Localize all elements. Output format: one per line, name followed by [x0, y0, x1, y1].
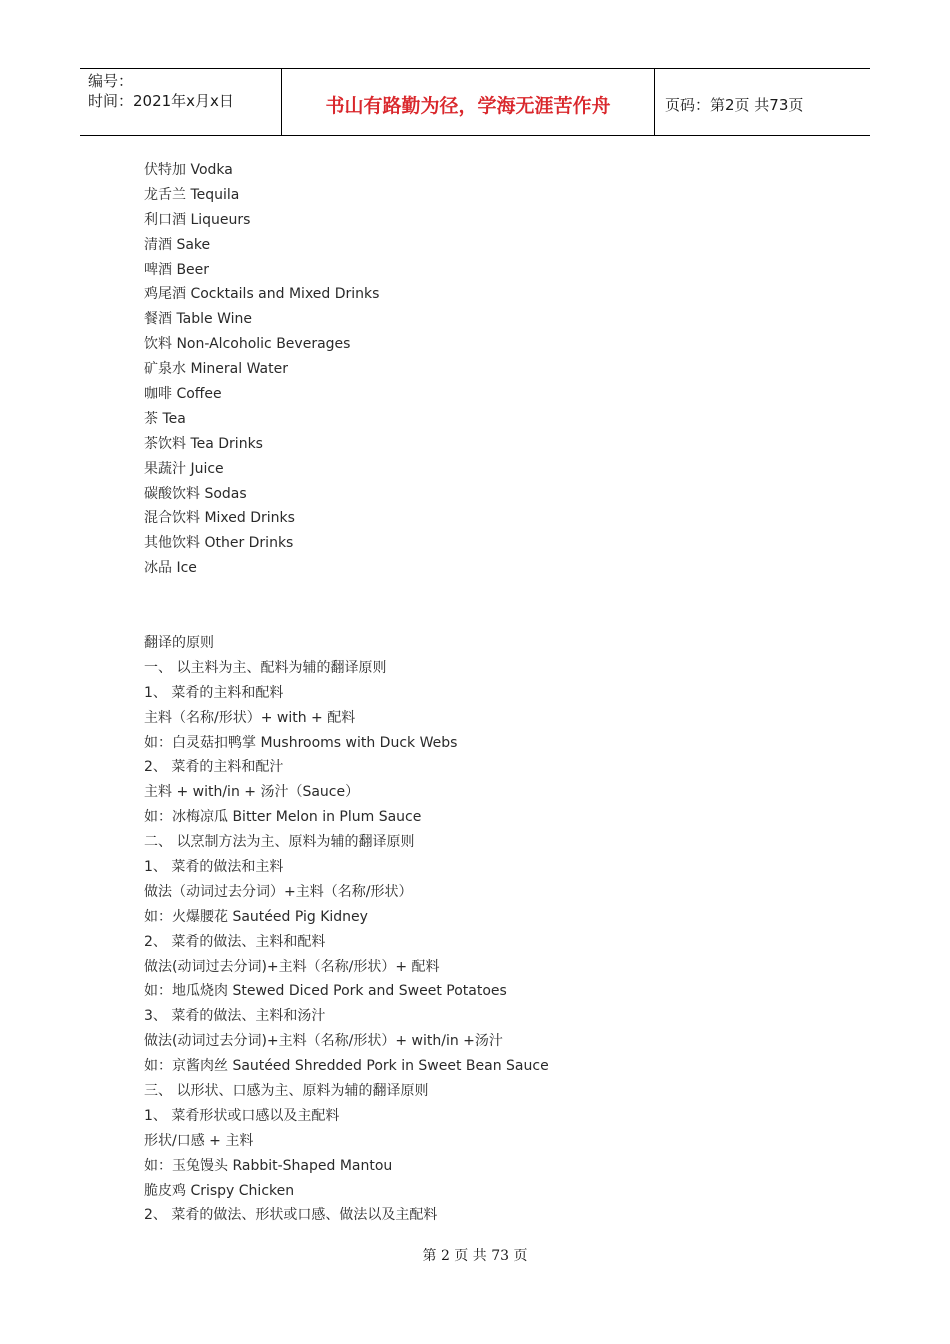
principle-line: 一、 以主料为主、配料为辅的翻译原则	[144, 659, 387, 676]
list-item: 饮料 Non-Alcoholic Beverages	[144, 336, 351, 353]
principle-line: 主料（名称/形状）+ with + 配料	[144, 709, 356, 726]
section-heading: 翻译的原则	[144, 634, 214, 651]
list-item: 利口酒 Liqueurs	[144, 211, 251, 228]
list-item: 餐酒 Table Wine	[144, 311, 253, 328]
list-item: 果蔬汁 Juice	[144, 460, 224, 477]
list-item: 矿泉水 Mineral Water	[144, 361, 288, 378]
list-item: 清酒 Sake	[144, 236, 211, 253]
principle-line: 1、 菜肴的做法和主料	[144, 858, 284, 875]
list-item: 龙舌兰 Tequila	[144, 186, 240, 203]
list-item: 茶饮料 Tea Drinks	[144, 435, 263, 452]
principle-line: 如：冰梅凉瓜 Bitter Melon in Plum Sauce	[144, 809, 422, 826]
principle-line: 1、 菜肴形状或口感以及主配料	[144, 1107, 340, 1124]
list-item: 冰品 Ice	[144, 560, 197, 577]
page-footer: 第 2 页 共 73 页	[422, 1248, 528, 1264]
principle-line: 如：京酱肉丝 Sautéed Shredded Pork in Sweet Bean Sauce	[144, 1058, 549, 1075]
list-item: 混合饮料 Mixed Drinks	[144, 510, 295, 527]
list-item: 啤酒 Beer	[144, 261, 210, 278]
principle-line: 2、 菜肴的主料和配汁	[144, 759, 284, 776]
number-label: 编号：	[88, 72, 134, 90]
list-item: 其他饮料 Other Drinks	[144, 535, 294, 552]
principle-line: 2、 菜肴的做法、主料和配料	[144, 933, 326, 950]
principle-line: 如：地瓜烧肉 Stewed Diced Pork and Sweet Potatoes	[144, 983, 507, 1000]
list-item: 鸡尾酒 Cocktails and Mixed Drinks	[144, 286, 380, 303]
time-label: 时间：2021年x月x日	[88, 92, 234, 110]
principle-line: 做法(动词过去分词)+主料（名称/形状）+ 配料	[144, 958, 440, 975]
principle-line: 3、 菜肴的做法、主料和汤汁	[144, 1008, 326, 1025]
header-left-cell	[80, 69, 282, 135]
translation-principles	[144, 631, 864, 1228]
header-middle-cell	[282, 69, 655, 135]
principle-line: 做法(动词过去分词)+主料（名称/形状）+ with/in +汤汁	[144, 1033, 503, 1050]
principle-line: 1、 菜肴的主料和配料	[144, 684, 284, 701]
section-spacer	[144, 581, 864, 631]
list-item: 碳酸饮料 Sodas	[144, 485, 247, 502]
principle-line: 做法（动词过去分词）+主料（名称/形状）	[144, 883, 413, 900]
principle-line: 主料 + with/in + 汤汁（Sauce）	[144, 784, 360, 801]
principle-line: 脆皮鸡 Crispy Chicken	[144, 1182, 295, 1199]
document-body	[144, 158, 864, 1228]
list-item: 咖啡 Coffee	[144, 386, 222, 403]
principle-line: 2、 菜肴的做法、形状或口感、做法以及主配料	[144, 1207, 438, 1224]
list-item: 伏特加 Vodka	[144, 162, 233, 178]
page-info: 页码：第2页 共73页	[665, 96, 804, 114]
principle-line: 如：白灵菇扣鸭掌 Mushrooms with Duck Webs	[144, 734, 458, 751]
list-item: 茶 Tea	[144, 410, 186, 427]
principle-line: 如：火爆腰花 Sautéed Pig Kidney	[144, 908, 368, 925]
principle-line: 形状/口感 + 主料	[144, 1132, 254, 1149]
header-right-cell	[655, 69, 870, 135]
principle-line: 二、 以烹制方法为主、原料为辅的翻译原则	[144, 834, 415, 851]
page-header	[80, 68, 870, 136]
drink-list	[144, 158, 864, 581]
principle-line: 如：玉兔馒头 Rabbit-Shaped Mantou	[144, 1157, 393, 1174]
slogan: 书山有路勤为径，学海无涯苦作舟	[325, 95, 611, 117]
principle-line: 三、 以形状、口感为主、原料为辅的翻译原则	[144, 1082, 429, 1099]
